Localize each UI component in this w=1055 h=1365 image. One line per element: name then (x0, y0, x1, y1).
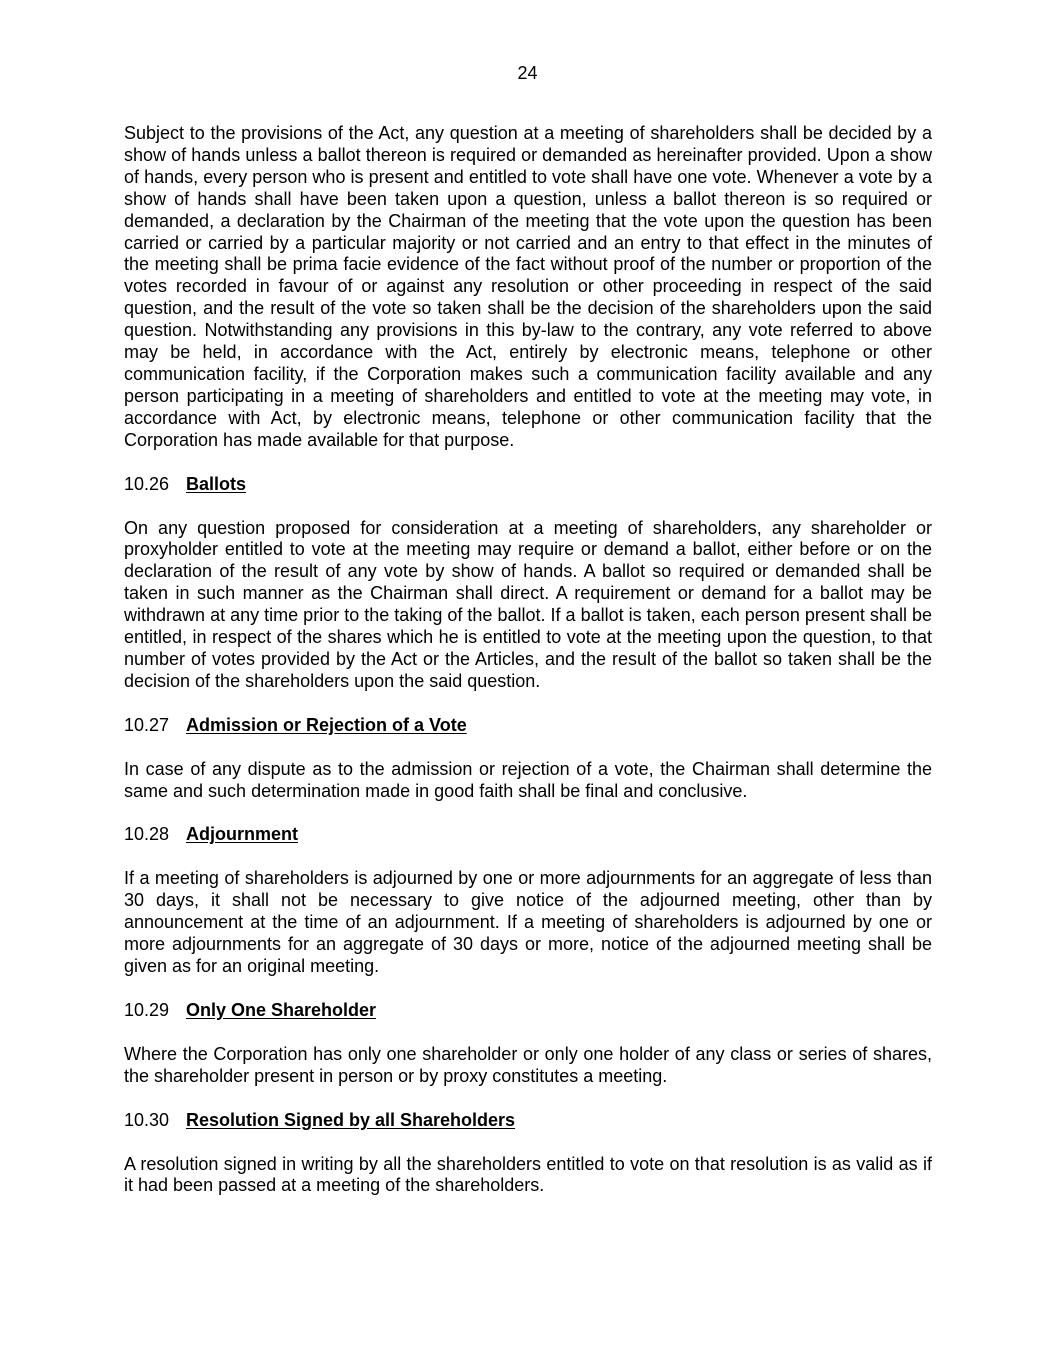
section-text-adjournment: If a meeting of shareholders is adjourned by one or more adjournments for an aggregate of less than 30 days, it shall not be necessary to give notice of the adjourned meeting, other than by announcement at the time of an adjournment. If a meeting of shareholders is adjourned by one or more adjournments for an aggregate of 30 days or more, notice of the adjourned meeting shall be given as for an original meeting. (124, 868, 932, 976)
section-title: Only One Shareholder (186, 999, 377, 1020)
section-title: Ballots (186, 473, 247, 494)
section-number: 10.30 (124, 1109, 170, 1130)
section-text-only-one-shareholder: Where the Corporation has only one shareholder or only one holder of any class or series of shares, the shareholder present in person or by proxy constitutes a meeting. (124, 1043, 932, 1086)
section-number: 10.28 (124, 824, 170, 845)
section-title: Admission or Rejection of a Vote (186, 714, 467, 735)
intro-paragraph: Subject to the provisions of the Act, any question at a meeting of shareholders shall be decided by a show of hands unless a ballot thereon is required or demanded as hereinafter provided. Upon a show of hands, every person who is present and entitled to vote shall have one vote. Whenever a vote by a show of hands shall have been taken upon a question, unless a ballot thereon is so required or demanded, a declaration by the Chairman of the meeting that the vote upon the question has been carried or carried by a particular majority or not carried and an entry to that effect in the minutes of the meeting shall be prima facie evidence of the fact without proof of the number or proportion of the votes recorded in favour of or against any resolution or other proceeding in respect of the said question, and the result of the vote so taken shall be the decision of the shareholders upon the said question. Notwithstanding any provisions in this by-law to the contrary, any vote referred to above may be held, in accordance with the Act, entirely by electronic means, telephone or other communication facility, if the Corporation makes such a communication facility available and any person participating in a meeting of shareholders and entitled to vote at the meeting may vote, in accordance with Act, by electronic means, telephone or other communication facility that the Corporation has made available for that purpose. (124, 123, 932, 450)
section-text-ballots: On any question proposed for consideration at a meeting of shareholders, any shareholder or proxyholder entitled to vote at the meeting may require or demand a ballot, either before or on the declaration of the result of any vote by show of hands. A ballot so required or demanded shall be taken in such manner as the Chairman shall direct. A requirement or demand for a ballot may be withdrawn at any time prior to the taking of the ballot. If a ballot is taken, each person present shall be entitled, in respect of the shares which he is entitled to vote at the meeting upon the question, to that number of votes provided by the Act or the Articles, and the result of the ballot so taken shall be the decision of the shareholders upon the said question. (124, 517, 932, 691)
section-heading-only-one-shareholder (124, 1000, 932, 1022)
section-number: 10.26 (124, 473, 170, 494)
section-text-admission-or-rejection: In case of any dispute as to the admission or rejection of a vote, the Chairman shall determine the same and such determination made in good faith shall be final and conclusive. (124, 758, 932, 801)
section-title: Resolution Signed by all Shareholders (186, 1109, 516, 1130)
section-title: Adjournment (186, 824, 298, 845)
section-heading-resolution-signed (124, 1110, 932, 1132)
document-body (124, 123, 932, 1219)
section-heading-admission-or-rejection (124, 715, 932, 737)
page-number: 24 (517, 63, 538, 83)
section-heading-adjournment (124, 824, 932, 846)
section-number: 10.27 (124, 714, 170, 735)
section-heading-ballots (124, 474, 932, 496)
section-number: 10.29 (124, 999, 170, 1020)
section-text-resolution-signed: A resolution signed in writing by all the shareholders entitled to vote on that resolution is as valid as if it had been passed at a meeting of the shareholders. (124, 1153, 932, 1196)
